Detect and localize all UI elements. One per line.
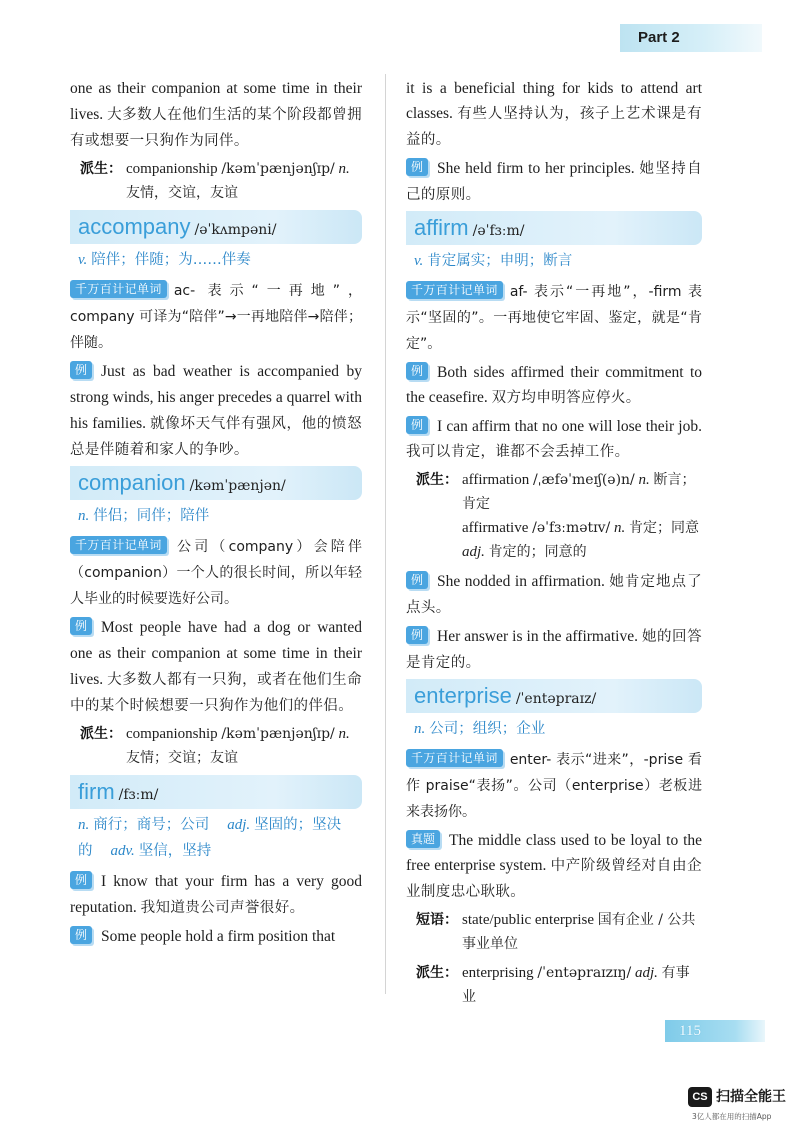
- sense-pos: n.: [78, 817, 90, 833]
- memory-tip-text: ac- 表示“一再地”，company 可译为“陪伴”→一再地陪伴→陪伴；伴随。: [70, 283, 362, 351]
- derivative-phonetic: /əˈfɜːmətɪv/: [532, 520, 611, 536]
- example-english: I can affirm that no one will lose their job.: [437, 418, 702, 435]
- derivative-phonetic: /ˈentəpraɪzɪŋ/: [537, 965, 632, 981]
- example-sentence: [70, 615, 362, 719]
- sense-pos: v.: [78, 252, 88, 268]
- headword-accompany: [70, 210, 362, 244]
- definition-line: [70, 812, 362, 864]
- memory-tip-tag: 千万百计记单词: [406, 749, 503, 767]
- derivative-meaning: 有事业: [462, 965, 690, 1005]
- part-tab: [620, 24, 762, 52]
- page-number-bar: [665, 1020, 765, 1042]
- continuation-chinese: 大多数人在他们生活的某个阶段都曾拥有或想要一只狗作为同伴。: [70, 107, 362, 149]
- sense-pos: n.: [78, 508, 90, 524]
- headword-firm: [70, 775, 362, 809]
- derivative-entry: [406, 468, 702, 564]
- derivative-body: [462, 468, 702, 564]
- headword-phonetic: /əˈkʌmpəni/: [194, 222, 277, 238]
- derivative-label: 派生：: [80, 161, 122, 177]
- continuation-chinese: 有些人坚持认为，孩子上艺术课是有益的。: [406, 106, 702, 148]
- definition-line: [70, 503, 362, 529]
- exam-example-sentence: [406, 828, 702, 905]
- example-sentence: [70, 869, 362, 921]
- example-english: Her answer is in the affirmative.: [437, 628, 638, 645]
- example-english: Both sides affirmed their commitment to the ceasefire.: [406, 364, 702, 406]
- continuation-english: one as their companion at some time in their lives.: [70, 80, 362, 123]
- memory-tip: [70, 534, 362, 612]
- example-chinese: 我可以肯定，谁都不会丢掉工作。: [406, 444, 630, 460]
- memory-tip-text: 公司（company）会陪伴（companion）一个人的很长时间，所以年轻人毕业的时候要选好公司。: [70, 539, 362, 607]
- example-chinese: 我知道贵公司声誉很好。: [140, 900, 305, 916]
- column-divider: [385, 74, 386, 994]
- sense-meaning: 伴侣；同伴；陪伴: [93, 508, 210, 524]
- derivative-pos: n.: [614, 520, 626, 536]
- headword-word: affirm: [414, 215, 469, 240]
- example-tag: 例: [406, 362, 428, 380]
- continuation-paragraph: [70, 76, 362, 154]
- derivative-label: 派生：: [416, 472, 458, 488]
- example-english: Just as bad weather is accompanied by strong winds, his anger precedes a quarrel with his families.: [70, 363, 362, 432]
- headword-phonetic: /əˈfɜːm/: [472, 223, 525, 239]
- part-label: Part 2: [638, 29, 680, 46]
- derivative-pos: adj.: [635, 965, 658, 981]
- memory-tip: [70, 278, 362, 356]
- example-sentence: [406, 414, 702, 465]
- derivative-phonetic: /kəmˈpænjənʃɪp/: [221, 161, 335, 177]
- headword-phonetic: /ˈentəpraɪz/: [515, 691, 597, 707]
- memory-tip-tag: 千万百计记单词: [70, 280, 167, 298]
- sense-pos: adv.: [110, 843, 135, 859]
- sense-meaning: 商行；商号；公司: [93, 817, 210, 833]
- derivative-item: [462, 468, 702, 516]
- memory-tip-text: enter- 表示“进来”，-prise 看作 praise“表扬”。公司（enterprise）老板进来表扬你。: [406, 752, 702, 820]
- definition-line: [70, 247, 362, 273]
- continuation-english: it is a beneficial thing for kids to attend art classes.: [406, 80, 702, 122]
- derivative-phonetic: /ˌæfəˈmeɪʃ(ə)n/: [532, 472, 635, 488]
- example-chinese: 她坚持自己的原则。: [406, 161, 702, 203]
- example-tag: 例: [70, 926, 92, 944]
- derivative-word: companionship: [126, 161, 218, 177]
- headword-word: companion: [78, 470, 186, 495]
- example-sentence: [70, 359, 362, 463]
- phrase-term: state/public enterprise: [462, 912, 595, 928]
- derivative-word: enterprising: [462, 965, 534, 981]
- sense-meaning: 坚信，坚持: [138, 843, 212, 859]
- sense-pos: v.: [414, 253, 424, 269]
- example-tag: 例: [406, 416, 428, 434]
- example-english: Some people hold a firm position that: [101, 928, 336, 945]
- headword-word: enterprise: [414, 683, 512, 708]
- example-tag: 例: [70, 871, 92, 889]
- derivative-body: [462, 961, 702, 1006]
- example-chinese: 中产阶级曾经对自由企业制度忠心耿耿。: [406, 858, 702, 900]
- example-chinese: 就像坏天气伴有强风，他的愤怒总是伴随着和家人的争吵。: [70, 416, 362, 458]
- derivative-meaning: 友情，交谊，友谊: [126, 185, 238, 201]
- example-sentence: [406, 624, 702, 676]
- derivative-entry: [70, 722, 362, 770]
- headword-word: accompany: [78, 214, 191, 239]
- scanner-app-name: 扫描全能王: [716, 1089, 786, 1105]
- derivative-meaning: 肯定；同意: [629, 520, 700, 536]
- example-tag: 例: [406, 626, 428, 644]
- sense-meaning: 坚固的；坚决的: [78, 817, 342, 859]
- right-column: [406, 76, 702, 1006]
- continuation-paragraph: [406, 76, 702, 153]
- example-sentence: [406, 156, 702, 208]
- headword-phonetic: /fɜːm/: [118, 787, 159, 803]
- memory-tip-text: af- 表示“一再地”，-firm 表示“坚固的”。一再地使它牢固、鉴定，就是“肯定”。: [406, 284, 702, 352]
- example-tag: 例: [406, 571, 428, 589]
- page-number: 115: [679, 1023, 701, 1039]
- headword-phonetic: /kəmˈpænjən/: [189, 478, 286, 494]
- example-english: Most people have had a dog or wanted one as their companion at some time in their lives.: [70, 619, 362, 688]
- derivative-label: 派生：: [416, 965, 458, 981]
- example-english: She nodded in affirmation.: [437, 573, 605, 590]
- example-tag: 例: [406, 158, 428, 176]
- memory-tip-tag: 千万百计记单词: [70, 536, 167, 554]
- sense-pos: adj.: [227, 817, 251, 833]
- scanner-logo-icon: CS: [688, 1087, 712, 1107]
- sense-meaning: 公司；组织；企业: [429, 721, 546, 737]
- left-column: [70, 76, 362, 1006]
- sense-meaning: 肯定属实；申明；断言: [427, 253, 573, 269]
- derivative-phonetic: /kəmˈpænjənʃɪp/: [221, 726, 335, 742]
- example-chinese: 她的回答是肯定的。: [406, 629, 702, 671]
- example-chinese: 大多数人都有一只狗，或者在他们生命中的某个时候想要一只狗作为他们的伴侣。: [70, 672, 362, 714]
- headword-enterprise: [406, 679, 702, 713]
- definition-line: [406, 248, 702, 274]
- derivative-meaning: 友情；交谊；友谊: [126, 750, 238, 766]
- derivative-label: 派生：: [80, 726, 122, 742]
- example-sentence: [406, 360, 702, 411]
- example-tag: 例: [70, 361, 92, 379]
- phrase-entry: [406, 908, 702, 956]
- example-english: She held firm to her principles.: [437, 160, 635, 177]
- example-sentence: [70, 924, 362, 950]
- example-chinese: 她肯定地点了点头。: [406, 574, 702, 616]
- example-sentence: [406, 569, 702, 621]
- sense-pos: n.: [414, 721, 426, 737]
- memory-tip: [406, 747, 702, 825]
- derivative-meaning: 肯定的；同意的: [488, 544, 587, 560]
- phrase-label: 短语：: [416, 912, 458, 928]
- derivative-entry: [406, 961, 702, 1006]
- derivative-pos: adj.: [462, 544, 485, 560]
- scanner-watermark: [688, 1087, 792, 1127]
- derivative-item: [462, 516, 702, 564]
- phrase-meaning: 国有企业 / 公共事业单位: [462, 912, 696, 952]
- derivative-word: affirmative: [462, 520, 529, 536]
- example-english: The middle class used to be loyal to the free enterprise system.: [406, 832, 702, 874]
- derivative-pos: n.: [338, 161, 350, 177]
- derivative-pos: n.: [638, 472, 650, 488]
- phrase-body: [462, 908, 702, 956]
- headword-companion: [70, 466, 362, 500]
- derivative-word: affirmation: [462, 472, 530, 488]
- example-tag: 例: [70, 617, 92, 635]
- derivative-pos: n.: [338, 726, 350, 742]
- derivative-body: [126, 722, 362, 770]
- exam-tag: 真题: [406, 830, 440, 848]
- memory-tip-tag: 千万百计记单词: [406, 281, 503, 299]
- headword-affirm: [406, 211, 702, 245]
- derivative-body: [126, 157, 362, 205]
- scanner-tagline: 3亿人都在用的扫描App: [692, 1112, 772, 1121]
- derivative-word: companionship: [126, 726, 218, 742]
- derivative-entry: [70, 157, 362, 205]
- memory-tip: [406, 279, 702, 357]
- example-english: I know that your firm has a very good reputation.: [70, 873, 362, 916]
- example-chinese: 双方均申明答应停火。: [491, 390, 641, 406]
- sense-meaning: 陪伴；伴随；为……伴奏: [91, 252, 251, 268]
- headword-word: firm: [78, 779, 115, 804]
- definition-line: [406, 716, 702, 742]
- derivative-meaning: 断言；肯定: [462, 472, 696, 512]
